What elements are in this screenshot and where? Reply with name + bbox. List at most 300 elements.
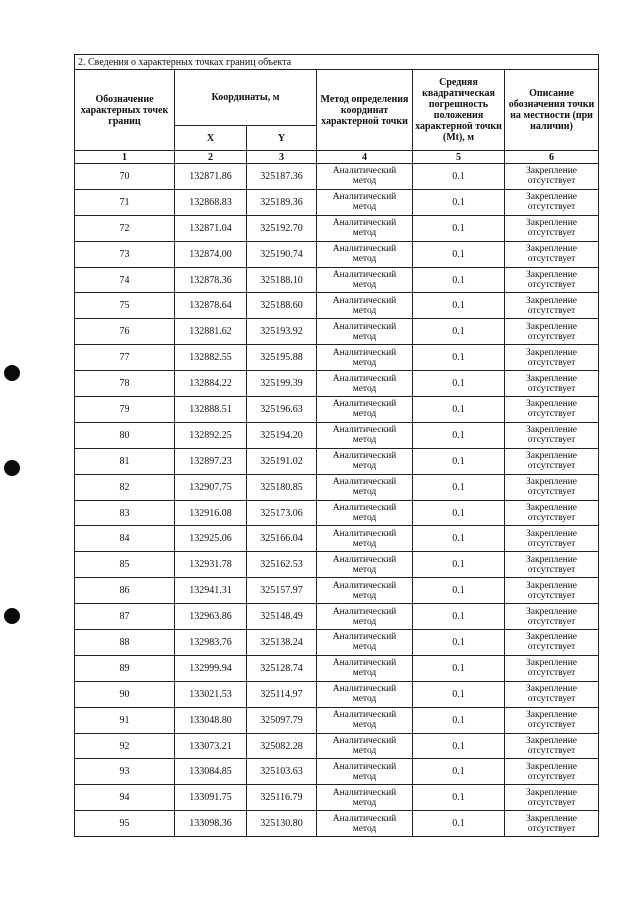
x-cell: 133021.53 xyxy=(175,681,247,707)
table-row xyxy=(75,707,599,733)
description-text: отсутствует xyxy=(527,720,576,731)
header-coordinates: Координаты, м xyxy=(175,70,317,126)
x-cell: 132874.00 xyxy=(175,241,247,267)
x-cell: 132878.36 xyxy=(175,267,247,293)
description-cell xyxy=(505,267,599,293)
method-text: Аналитический xyxy=(332,373,397,384)
description-cell xyxy=(505,241,599,267)
description-text: отсутствует xyxy=(527,797,576,808)
x-cell: 133048.80 xyxy=(175,707,247,733)
description-text: Закрепление xyxy=(526,813,578,824)
y-cell: 325188.60 xyxy=(247,293,317,319)
method-text: Аналитический xyxy=(332,528,397,539)
point-cell: 84 xyxy=(75,526,175,552)
x-cell: 132882.55 xyxy=(175,345,247,371)
description-cell xyxy=(505,785,599,811)
x-cell: 132916.08 xyxy=(175,500,247,526)
header-point-label: Обозначение характерных точек границ xyxy=(75,70,175,151)
y-cell: 325173.06 xyxy=(247,500,317,526)
table-row xyxy=(75,500,599,526)
point-cell: 75 xyxy=(75,293,175,319)
y-cell: 325180.85 xyxy=(247,474,317,500)
y-cell: 325196.63 xyxy=(247,397,317,423)
description-text: Закрепление xyxy=(526,399,578,410)
method-text: метод xyxy=(352,331,377,342)
method-text: Аналитический xyxy=(332,658,397,669)
description-cell xyxy=(505,500,599,526)
column-number-4: 4 xyxy=(317,151,413,164)
error-cell: 0.1 xyxy=(413,604,505,630)
description-cell xyxy=(505,707,599,733)
point-cell: 79 xyxy=(75,397,175,423)
method-text: метод xyxy=(352,202,377,213)
description-cell xyxy=(505,448,599,474)
description-text: отсутствует xyxy=(527,228,576,239)
table-row xyxy=(75,759,599,785)
y-cell: 325128.74 xyxy=(247,655,317,681)
method-text: метод xyxy=(352,616,377,627)
description-text: Закрепление xyxy=(526,736,578,747)
y-cell: 325194.20 xyxy=(247,422,317,448)
boundary-points-table xyxy=(74,54,599,837)
point-cell: 86 xyxy=(75,578,175,604)
method-text: метод xyxy=(352,254,377,265)
table-row xyxy=(75,578,599,604)
y-cell: 325103.63 xyxy=(247,759,317,785)
method-cell xyxy=(317,422,413,448)
method-text: метод xyxy=(352,668,377,679)
description-text: Закрепление xyxy=(526,658,578,669)
column-number-5: 5 xyxy=(413,151,505,164)
punch-hole xyxy=(4,365,20,381)
point-cell: 70 xyxy=(75,164,175,190)
table-row xyxy=(75,164,599,190)
description-text: Закрепление xyxy=(526,554,578,565)
y-cell: 325157.97 xyxy=(247,578,317,604)
method-cell xyxy=(317,293,413,319)
description-text: отсутствует xyxy=(527,305,576,316)
table-row xyxy=(75,785,599,811)
x-cell: 132999.94 xyxy=(175,655,247,681)
header-y: Y xyxy=(247,126,317,151)
description-text: Закрепление xyxy=(526,192,578,203)
description-text: Закрепление xyxy=(526,787,578,798)
method-text: Аналитический xyxy=(332,192,397,203)
point-cell: 80 xyxy=(75,422,175,448)
method-cell xyxy=(317,164,413,190)
description-text: отсутствует xyxy=(527,642,576,653)
table-row xyxy=(75,526,599,552)
method-text: Аналитический xyxy=(332,477,397,488)
method-cell xyxy=(317,681,413,707)
description-text: Закрепление xyxy=(526,503,578,514)
error-cell: 0.1 xyxy=(413,707,505,733)
point-cell: 73 xyxy=(75,241,175,267)
table-row xyxy=(75,474,599,500)
description-text: Закрепление xyxy=(526,270,578,280)
y-cell: 325166.04 xyxy=(247,526,317,552)
method-cell xyxy=(317,630,413,656)
x-cell: 132888.51 xyxy=(175,397,247,423)
error-cell: 0.1 xyxy=(413,241,505,267)
x-cell: 133084.85 xyxy=(175,759,247,785)
y-cell: 325189.36 xyxy=(247,189,317,215)
method-text: метод xyxy=(352,228,377,239)
method-text: Аналитический xyxy=(332,218,397,229)
method-cell xyxy=(317,215,413,241)
method-cell xyxy=(317,759,413,785)
method-cell xyxy=(317,241,413,267)
table-row xyxy=(75,811,599,837)
error-cell: 0.1 xyxy=(413,552,505,578)
table-row xyxy=(75,241,599,267)
method-text: Аналитический xyxy=(332,813,397,824)
description-text: Закрепление xyxy=(526,580,578,591)
table-row xyxy=(75,215,599,241)
point-cell: 72 xyxy=(75,215,175,241)
point-cell: 82 xyxy=(75,474,175,500)
point-cell: 93 xyxy=(75,759,175,785)
description-cell xyxy=(505,630,599,656)
error-cell: 0.1 xyxy=(413,397,505,423)
method-text: Аналитический xyxy=(332,270,397,280)
method-cell xyxy=(317,733,413,759)
method-cell xyxy=(317,785,413,811)
y-cell: 325116.79 xyxy=(247,785,317,811)
y-cell: 325097.79 xyxy=(247,707,317,733)
description-cell xyxy=(505,345,599,371)
point-cell: 95 xyxy=(75,811,175,837)
point-cell: 90 xyxy=(75,681,175,707)
method-text: метод xyxy=(352,513,377,524)
method-text: метод xyxy=(352,564,377,575)
method-cell xyxy=(317,604,413,630)
x-cell: 133091.75 xyxy=(175,785,247,811)
method-cell xyxy=(317,552,413,578)
description-cell xyxy=(505,422,599,448)
error-cell: 0.1 xyxy=(413,500,505,526)
description-cell xyxy=(505,655,599,681)
method-text: Аналитический xyxy=(332,554,397,565)
description-text: Закрепление xyxy=(526,477,578,488)
description-cell xyxy=(505,293,599,319)
point-cell: 77 xyxy=(75,345,175,371)
method-text: метод xyxy=(352,590,377,601)
method-text: метод xyxy=(352,461,377,472)
method-text: метод xyxy=(352,435,377,446)
table-row xyxy=(75,397,599,423)
point-cell: 89 xyxy=(75,655,175,681)
description-text: отсутствует xyxy=(527,668,576,679)
method-text: метод xyxy=(352,409,377,420)
description-cell xyxy=(505,759,599,785)
description-text: Закрепление xyxy=(526,321,578,332)
method-cell xyxy=(317,397,413,423)
description-text: отсутствует xyxy=(527,746,576,757)
method-text: Аналитический xyxy=(332,321,397,332)
description-text: отсутствует xyxy=(527,487,576,498)
error-cell: 0.1 xyxy=(413,578,505,604)
method-text: Аналитический xyxy=(332,451,397,462)
table-row xyxy=(75,630,599,656)
error-cell: 0.1 xyxy=(413,448,505,474)
header-method: Метод определения координат характерной точки xyxy=(317,70,413,151)
x-cell: 132925.06 xyxy=(175,526,247,552)
method-text: метод xyxy=(352,383,377,394)
error-cell: 0.1 xyxy=(413,164,505,190)
description-text: Закрепление xyxy=(526,606,578,617)
description-text: Закрепление xyxy=(526,684,578,695)
description-text: Закрепление xyxy=(526,373,578,384)
description-text: Закрепление xyxy=(526,761,578,772)
point-cell: 81 xyxy=(75,448,175,474)
x-cell: 132907.75 xyxy=(175,474,247,500)
table-row xyxy=(75,267,599,293)
description-text: отсутствует xyxy=(527,564,576,575)
method-cell xyxy=(317,655,413,681)
description-text: Закрепление xyxy=(526,451,578,462)
error-cell: 0.1 xyxy=(413,293,505,319)
description-cell xyxy=(505,681,599,707)
description-text: Закрепление xyxy=(526,528,578,539)
description-text: отсутствует xyxy=(527,616,576,627)
y-cell: 325195.88 xyxy=(247,345,317,371)
error-cell: 0.1 xyxy=(413,526,505,552)
method-cell xyxy=(317,707,413,733)
table-row xyxy=(75,448,599,474)
description-cell xyxy=(505,578,599,604)
x-cell: 132897.23 xyxy=(175,448,247,474)
method-cell xyxy=(317,371,413,397)
method-text: метод xyxy=(352,746,377,757)
description-cell xyxy=(505,604,599,630)
description-text: отсутствует xyxy=(527,771,576,782)
error-cell: 0.1 xyxy=(413,267,505,293)
section-title: 2. Сведения о характерных точках границ объекта xyxy=(75,55,599,70)
error-cell: 0.1 xyxy=(413,215,505,241)
method-text: метод xyxy=(352,538,377,549)
y-cell: 325190.74 xyxy=(247,241,317,267)
description-cell xyxy=(505,371,599,397)
point-cell: 71 xyxy=(75,189,175,215)
x-cell: 132871.86 xyxy=(175,164,247,190)
y-cell: 325192.70 xyxy=(247,215,317,241)
header-x: X xyxy=(175,126,247,151)
description-text: отсутствует xyxy=(527,383,576,394)
method-text: Аналитический xyxy=(332,580,397,591)
description-text: отсутствует xyxy=(527,694,576,705)
method-cell xyxy=(317,189,413,215)
y-cell: 325162.53 xyxy=(247,552,317,578)
point-cell: 76 xyxy=(75,319,175,345)
table-row xyxy=(75,319,599,345)
table-row xyxy=(75,552,599,578)
y-cell: 325199.39 xyxy=(247,371,317,397)
description-text: отсутствует xyxy=(527,590,576,601)
method-text: Аналитический xyxy=(332,710,397,721)
method-text: метод xyxy=(352,823,377,834)
error-cell: 0.1 xyxy=(413,630,505,656)
column-number-1: 1 xyxy=(75,151,175,164)
description-cell xyxy=(505,811,599,837)
table-row xyxy=(75,733,599,759)
x-cell: 132871.04 xyxy=(175,215,247,241)
punch-hole xyxy=(4,460,20,476)
point-cell: 74 xyxy=(75,267,175,293)
description-cell xyxy=(505,733,599,759)
header-description: Описание обозначения точки на местности (при наличии) xyxy=(505,70,599,151)
table-body xyxy=(75,164,599,837)
table-row xyxy=(75,604,599,630)
method-text: Аналитический xyxy=(332,399,397,410)
point-cell: 94 xyxy=(75,785,175,811)
method-cell xyxy=(317,319,413,345)
error-cell: 0.1 xyxy=(413,371,505,397)
x-cell: 133098.36 xyxy=(175,811,247,837)
point-cell: 88 xyxy=(75,630,175,656)
point-cell: 87 xyxy=(75,604,175,630)
x-cell: 132983.76 xyxy=(175,630,247,656)
x-cell: 132941.31 xyxy=(175,578,247,604)
description-text: отсутствует xyxy=(527,176,576,187)
x-cell: 132868.83 xyxy=(175,189,247,215)
error-cell: 0.1 xyxy=(413,733,505,759)
method-cell xyxy=(317,526,413,552)
method-text: метод xyxy=(352,771,377,782)
method-cell xyxy=(317,345,413,371)
y-cell: 325191.02 xyxy=(247,448,317,474)
description-text: Закрепление xyxy=(526,710,578,721)
description-text: отсутствует xyxy=(527,409,576,420)
table-row xyxy=(75,371,599,397)
method-text: Аналитический xyxy=(332,632,397,643)
method-text: метод xyxy=(352,487,377,498)
method-text: метод xyxy=(352,694,377,705)
description-text: Закрепление xyxy=(526,425,578,436)
method-cell xyxy=(317,448,413,474)
y-cell: 325187.36 xyxy=(247,164,317,190)
description-cell xyxy=(505,552,599,578)
error-cell: 0.1 xyxy=(413,655,505,681)
method-text: метод xyxy=(352,176,377,187)
point-cell: 85 xyxy=(75,552,175,578)
method-cell xyxy=(317,811,413,837)
method-text: Аналитический xyxy=(332,503,397,514)
header-error: Средняя квадратическая погрешность положения характерной точки (Mt), м xyxy=(413,70,505,151)
description-text: отсутствует xyxy=(527,435,576,446)
method-text: Аналитический xyxy=(332,736,397,747)
description-cell xyxy=(505,215,599,241)
method-text: Аналитический xyxy=(332,606,397,617)
error-cell: 0.1 xyxy=(413,811,505,837)
description-text: Закрепление xyxy=(526,632,578,643)
method-cell xyxy=(317,474,413,500)
method-text: метод xyxy=(352,357,377,368)
method-text: метод xyxy=(352,720,377,731)
error-cell: 0.1 xyxy=(413,681,505,707)
boundary-points-sheet xyxy=(74,54,598,837)
y-cell: 325188.10 xyxy=(247,267,317,293)
table-row xyxy=(75,655,599,681)
description-cell xyxy=(505,397,599,423)
description-cell xyxy=(505,526,599,552)
description-text: Закрепление xyxy=(526,295,578,306)
description-text: отсутствует xyxy=(527,254,576,265)
point-cell: 83 xyxy=(75,500,175,526)
x-cell: 132881.62 xyxy=(175,319,247,345)
method-cell xyxy=(317,578,413,604)
punch-hole xyxy=(4,608,20,624)
method-text: метод xyxy=(352,642,377,653)
x-cell: 132884.22 xyxy=(175,371,247,397)
method-text: метод xyxy=(352,280,377,290)
error-cell: 0.1 xyxy=(413,345,505,371)
error-cell: 0.1 xyxy=(413,759,505,785)
x-cell: 132892.25 xyxy=(175,422,247,448)
description-text: отсутствует xyxy=(527,538,576,549)
description-text: Закрепление xyxy=(526,347,578,358)
error-cell: 0.1 xyxy=(413,189,505,215)
x-cell: 132963.86 xyxy=(175,604,247,630)
method-cell xyxy=(317,500,413,526)
description-cell xyxy=(505,319,599,345)
y-cell: 325138.24 xyxy=(247,630,317,656)
table-row xyxy=(75,345,599,371)
method-text: Аналитический xyxy=(332,787,397,798)
method-text: Аналитический xyxy=(332,347,397,358)
description-text: Закрепление xyxy=(526,244,578,255)
method-text: Аналитический xyxy=(332,295,397,306)
y-cell: 325114.97 xyxy=(247,681,317,707)
method-text: метод xyxy=(352,797,377,808)
table-row xyxy=(75,189,599,215)
method-cell xyxy=(317,267,413,293)
table-row xyxy=(75,681,599,707)
column-number-2: 2 xyxy=(175,151,247,164)
y-cell: 325082.28 xyxy=(247,733,317,759)
description-text: отсутствует xyxy=(527,331,576,342)
method-text: Аналитический xyxy=(332,761,397,772)
method-text: Аналитический xyxy=(332,684,397,695)
point-cell: 78 xyxy=(75,371,175,397)
description-text: отсутствует xyxy=(527,280,576,290)
point-cell: 91 xyxy=(75,707,175,733)
error-cell: 0.1 xyxy=(413,474,505,500)
description-text: Закрепление xyxy=(526,218,578,229)
description-cell xyxy=(505,474,599,500)
description-cell xyxy=(505,189,599,215)
description-text: отсутствует xyxy=(527,513,576,524)
description-text: отсутствует xyxy=(527,823,576,834)
x-cell: 133073.21 xyxy=(175,733,247,759)
description-text: Закрепление xyxy=(526,166,578,177)
description-text: отсутствует xyxy=(527,461,576,472)
error-cell: 0.1 xyxy=(413,319,505,345)
table-row xyxy=(75,422,599,448)
y-cell: 325193.92 xyxy=(247,319,317,345)
error-cell: 0.1 xyxy=(413,785,505,811)
method-text: Аналитический xyxy=(332,425,397,436)
point-cell: 92 xyxy=(75,733,175,759)
description-text: отсутствует xyxy=(527,202,576,213)
method-text: Аналитический xyxy=(332,244,397,255)
method-text: метод xyxy=(352,305,377,316)
column-number-6: 6 xyxy=(505,151,599,164)
description-cell xyxy=(505,164,599,190)
y-cell: 325148.49 xyxy=(247,604,317,630)
column-number-3: 3 xyxy=(247,151,317,164)
table-row xyxy=(75,293,599,319)
